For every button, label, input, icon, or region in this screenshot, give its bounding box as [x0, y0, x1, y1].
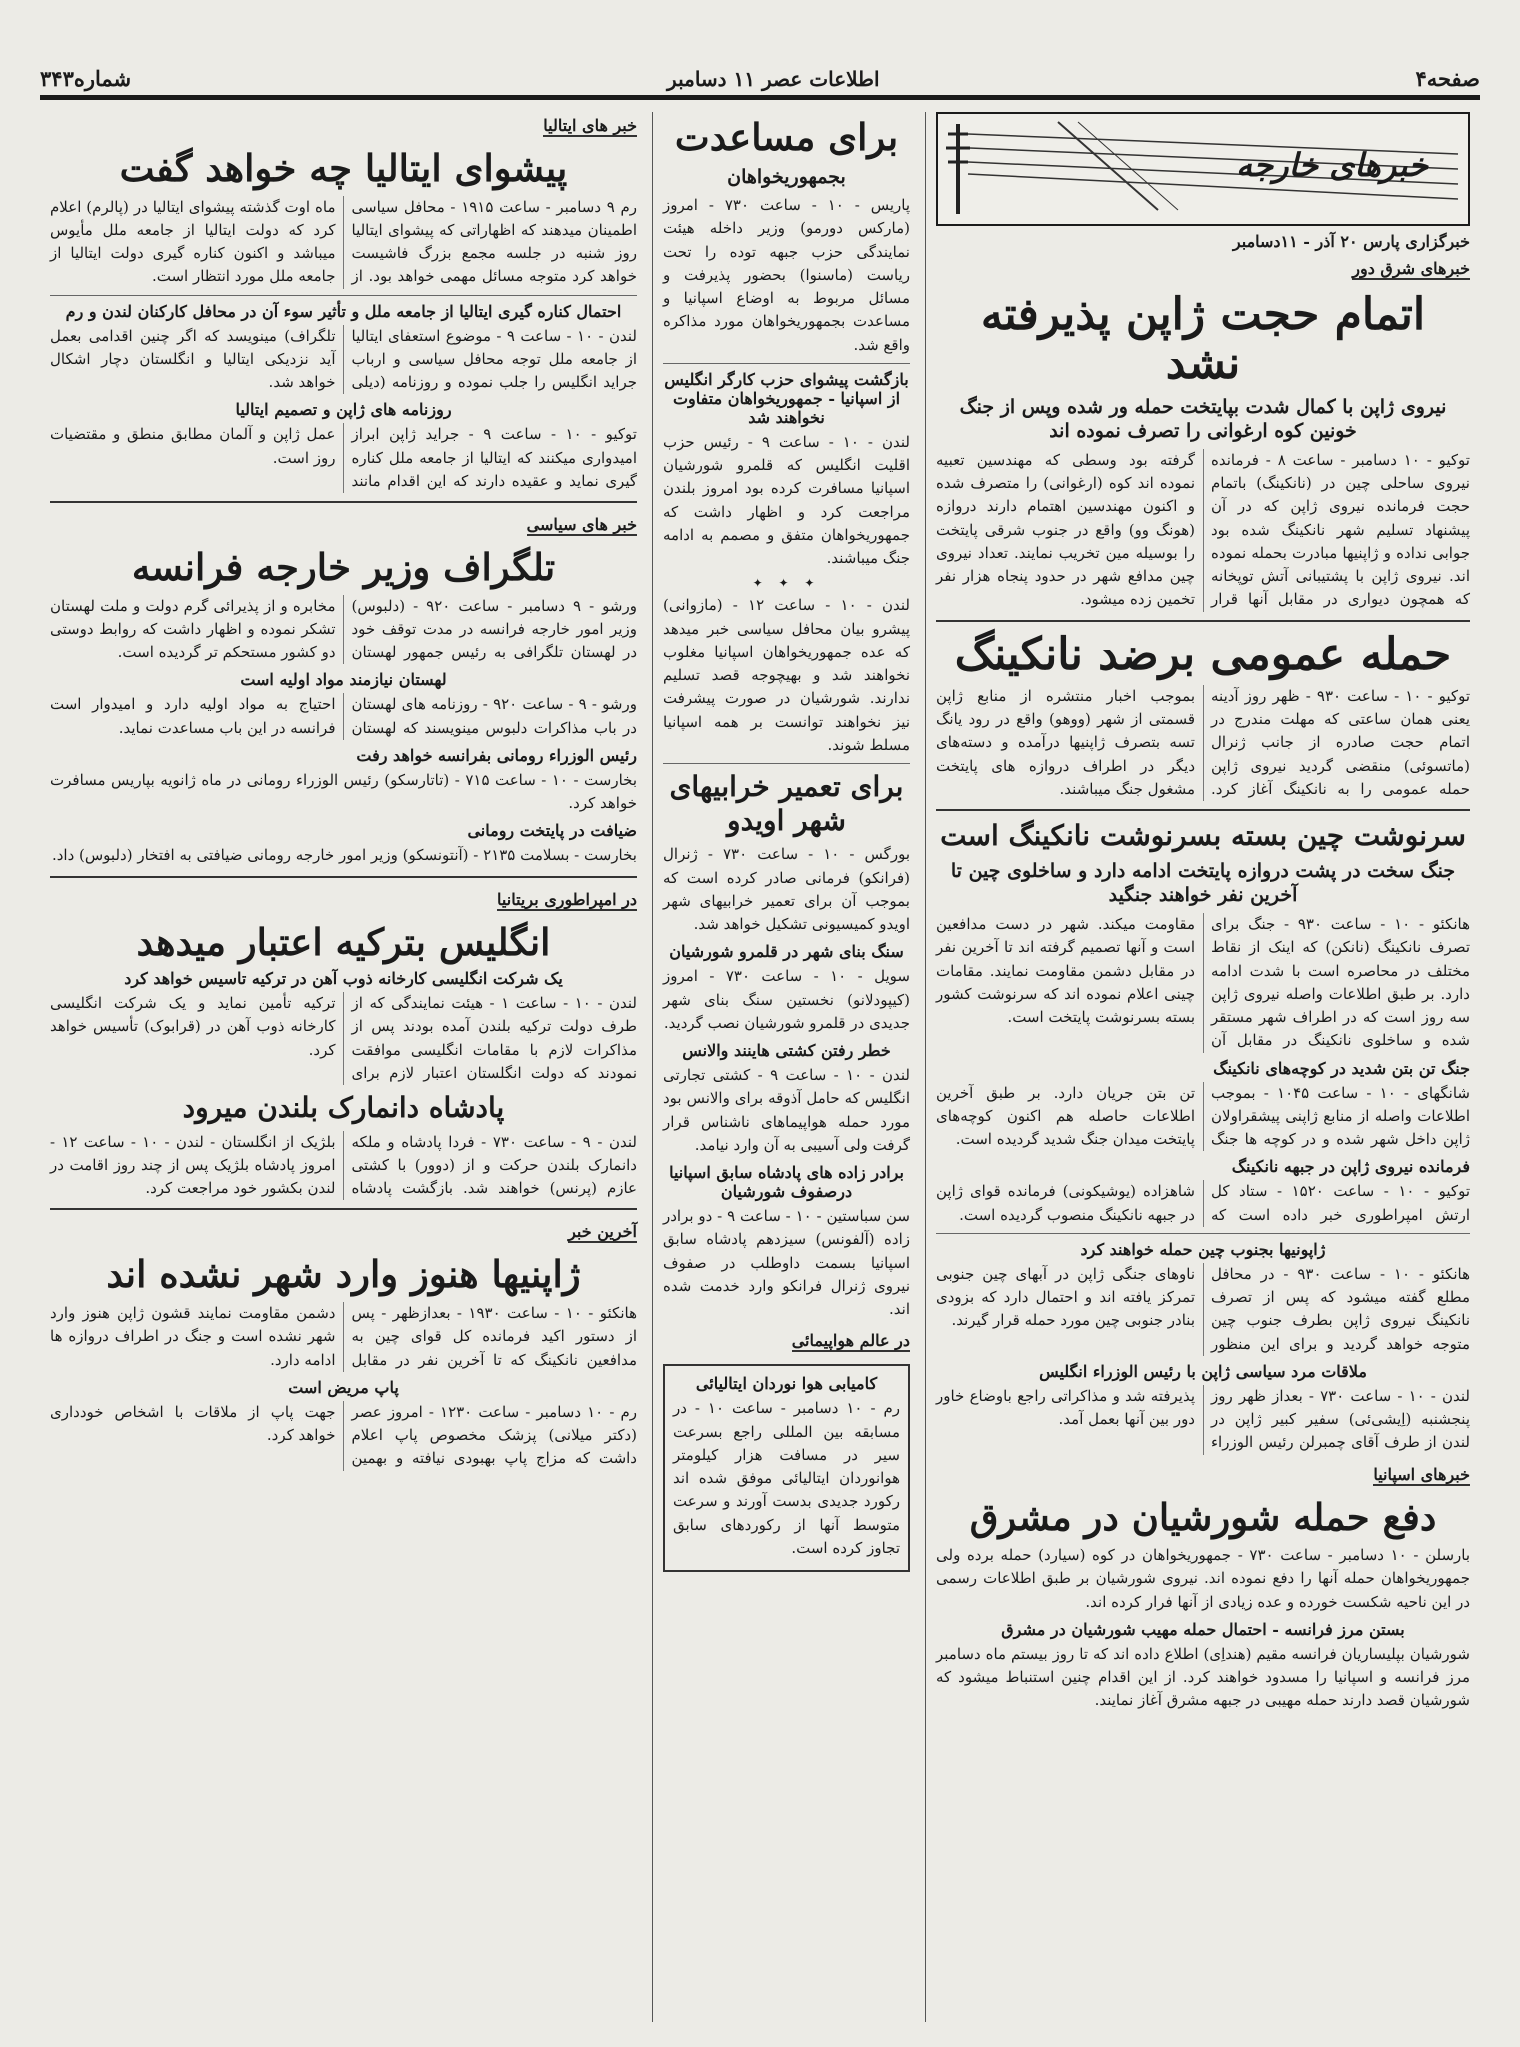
agency-line: خبرگزاری پارس ۲۰ آذر - ۱۱دسامبر	[1232, 232, 1470, 251]
subhead-foundation-stone: سنگ بنای شهر در قلمرو شورشیان	[669, 942, 904, 962]
article-nanking-attack: توکیو - ۱۰ - ساعت ۹۳۰ - ظهر روز آدینه یعنی همان ساعتی که مهلت مندرج در اتمام حجت صادره از جانب ژنرال (ماتسوئی) منقضی گردید نیروی ژاپن حمله عمومی را به نانکینگ آغاز کرد. بموجب اخبار منتشره از منابع ژاپن قسمتی از شهر (ووهو) واقع در رود یانگ تسه بتصرف ژاپنیها درآمده و دسته‌های دیگر در اطراف دروازه های پایتخت مشغول جنگ میباشند.	[936, 686, 1470, 798]
article-japan-press-italy: توکیو - ۱۰ - ساعت ۹ - جراید ژاپن ابراز امیدواری میکنند که ایتالیا از جامعه ملل کناره گیری نماید و عقیده دارند که این اقدام مانند عمل ژاپن و آلمان مطابق منطق و مقتضیات روز است.	[50, 425, 637, 490]
page-number: صفحه۴	[1415, 66, 1480, 91]
masthead	[40, 52, 1480, 100]
section-last-news: آخرین خبر	[568, 1222, 637, 1242]
headline-assistance: برای مساعدت	[674, 115, 899, 159]
headline-italy-leader: پیشوای ایتالیا چه خواهد گفت	[119, 146, 568, 190]
headline-italian-aviators: کامیابی هوا نوردان ایتالیائی	[695, 1374, 878, 1394]
newspaper-page	[40, 52, 1480, 2022]
subhead-french-border: بستن مرز فرانسه - احتمال حمله مهیب شورشیان در مشرق	[1001, 1619, 1405, 1639]
section-spain: خبرهای اسپانیا	[1373, 1464, 1470, 1484]
article-pope-ill: رم - ۱۰ دسامبر - ساعت ۱۲۳۰ - امروز عصر (دکتر میلانی) پزشک مخصوص پاپ اعلام داشت که مزاج پاپ بهبودی نیافته و بهمین جهت پاپ از ملاقات با اشخاص خودداری خواهد کرد.	[50, 1402, 637, 1468]
section-far-east: خبرهای شرق دور	[1352, 259, 1470, 278]
article-italy-leader: رم ۹ دسامبر - ساعت ۱۹۱۵ - محافل سیاسی اطمینان میدهند که اظهاراتی که پیشوای ایتالیا روز شنبه در جلسه مجمع بزرگ فاشیست خواهد کرد متوجه مسائل مهمی خواهد بود. از ماه اوت گذشته پیشوای ایتالیا در (پالرم) اعلام کرد که دولت ایتالیا از جامعه ملل مأیوس میباشد و اکنون کناره گیری دولت ایتالیا از جامعه ملل مورد انتظار است.	[50, 197, 637, 286]
article-japan-england-meeting: لندن - ۱۰ - ساعت ۷۳۰ - بعداز ظهر روز پنجشنبه (اِیشی‌ئی) سفیر کبیر ژاپن در لندن از طرف آقای چمبرلن رئیس الوزراء پذیرفته شد و مذاکراتی راجع باوضاع خاور دور بین آنها بعمل آمد.	[936, 1386, 1470, 1452]
article-danish-king: لندن - ۹ - ساعت ۷۳۰ - فردا پادشاه و ملکه دانمارک بلندن حرکت و از (دوور) با کشتی عازم (پرنس) خواهند شد. بازگشت پادشاه بلژیک از انگلستان - لندن - ۱۰ - ساعت ۱۲ - امروز پادشاه بلژیک پس از چند روز اقامت در لندن بکشور خود مراجعت کرد.	[50, 1132, 637, 1198]
subhead-steel-plant: یک شرکت انگلیسی کارخانه ذوب آهن در ترکیه تاسیس خواهد کرد	[124, 969, 563, 989]
subhead-republicans: بجمهوریخواهان	[727, 165, 846, 188]
article-bucharest-banquet: بخارست - بسلامت ۲۱۳۵ - (آنتونسکو) وزیر امور خارجه رومانی ضیافتی به افتخار (دلبوس) داد.	[51, 846, 637, 865]
column-spain-aviation: برای مساعدت بجمهوریخواهان پاریس - ۱۰ - ساعت ۷۳۰ - امروز (مارکس دورمو) وزیر داخله هیئت نمایندگی حزب جبهه توده را تحت ریاست (ماسنوا) بحضور پذیرفت و مسائل مربوط به اوضاع اسپانیا و مساعدت بجمهوریخواهان مورد مذاکره واقع شد. بازگشت پیشوای حزب کارگر انگلیس از اسپانیا - جمهوریخواهان متفاوت نخواهند شد لندن - ۱۰ - ساعت ۹ - رئیس حزب اقلیت انگلیس که قلمرو شورشیان اسپانیا مسافرت کرده بود امروز بلندن مراجعت کرد و اظهار داشت که جمهوریخواهان متفق و مصمم به ادامه جنگ میباشند. ✦ ✦ ✦ لندن - ۱۰ - ساعت ۱۲ - (مازوانی) پیشرو‌ بیان محافل سیاسی خبر میدهد که عده جمهوریخواهان اسپانیا مغلوب نخواهند شد و بهیچوجه قصد تسلیم ندارند. شورشیان در صورت پیشرفت نیز نخواهند توانست بر همه اسپانیا مسلط شوند. برای تعمیر خرابیهای شهر اویدو بورگس - ۱۰ - ساعت ۷۳۰ - ژنرال (فرانکو) فرمانی صادر کرده است که بموجب آن برای تعمیر خرابیهای شهر اویدو کمیسیونی تشکیل خواهد شد. سنگ بنای شهر در قلمرو شورشیان سویل - ۱۰ - ساعت ۷۳۰ - امروز (کیپودلانو) نخستین سنگ بنای شهر جدیدی در قلمرو شورشیان نصب گردید. خطر رفتن کشتی هاینند والانس لندن - ۱۰ - ساعت ۹ - کشتی تجارتی انگلیس که حامل آذوقه برای والانس بود مورد حمله هواپیماهای ناشناس قرار گرفت ولی آسیبی به آن وارد نیامد. برادر زاده های پادشاه سابق اسپانیا درصفوف شورشیان سن سباستین - ۱۰ - ساعت ۹ - دو برادر زاده (آلفونس) سیزدهم پادشاه سابق اسپانیا بسمت داوطلب در صفوف نیروی ژنرال فرانکو وارد خدمت شده اند. در عالم هواپیمائی کامیابی هوا نوردان ایتالیائی رم - ۱۰ دسامبر - ساعت ۱۰ - در مسابقه بین المللی راجع بسرعت سیر در مسافت هزار کیلومتر هوانوردان ایتالیائی موفق شده اند رکورد جدیدی بدست آورند و سرعت متوسط آنها از رکوردهای سابق تجاوز کرده است.	[652, 112, 920, 2022]
paper-title-date: اطلاعات عصر ۱۱ دسامبر	[667, 67, 880, 91]
subhead-china-fate: جنگ سخت در پشت دروازه پایتخت ادامه دارد و ساخلوی چین تا آخرین نفر خواهند جنگید	[950, 859, 1456, 907]
article-oviedo: بورگس - ۱۰ - ساعت ۷۳۰ - ژنرال (فرانکو) فرمانی صادر کرده است که بموجب آن برای تعمیر خرابیهای شهر اویدو کمیسیونی تشکیل خواهد شد.	[663, 845, 910, 934]
subhead-romania-pm: رئیس الوزراء رومانی بفرانسه خواهد رفت	[356, 745, 637, 765]
article-labour-leader: لندن - ۱۰ - ساعت ۹ - رئیس حزب اقلیت انگلیس که قلمرو شورشیان اسپانیا مسافرت کرده بود امروز بلندن مراجعت کرد و اظهار داشت که جمهوریخواهان متفق و مصمم به ادامه جنگ میباشند.	[663, 432, 910, 568]
column-europe-news	[40, 112, 647, 2022]
article-south-china: هانکئو - ۱۰ - ساعت ۹۳۰ - در محافل مطلع گفته میشود که پس از تصرف نانکینگ نیروی ژاپن بطرف جنوب چین متوجه خواهد گردید و برای این منظور ناوهای جنگی ژاپن در آبهای چین جنوبی تمرکز یافته اند و احتمال دارد که بزودی بنادر جنوبی چین مورد حمله قرار گیرند.	[936, 1264, 1470, 1353]
article-league-withdrawal: لندن - ۱۰ - ساعت ۹ - موضوع استعفای ایتالیا از جامعه ملل توجه محافل سیاسی و ارباب جراید انگلیس را جلب نموده و روزنامه (دیلی تلگراف) مینویسد که اگر چنین اقدامی بعمل آید نزدیکی ایتالیا و انگلستان دچار اشکال خواهد شد.	[50, 326, 637, 392]
headline-china-fate: سرنوشت چین بسته بسرنوشت نانکینگ است	[940, 819, 1466, 853]
subhead-japan-press-italy: روزنامه های ژاپن و تصمیم ایتالیا	[235, 400, 452, 420]
article-japanese-not-entered: هانکئو - ۱۰ - ساعت ۱۹۳۰ - بعدازظهر - پس از دستور اکید فرمانده کل قوای چین به مدافعین نانکینگ که تا آخرین نفر در مقابل دشمن مقاومت نمایند قشون ژاپن هنوز وارد شهر نشده است و جنگ در اطراف دروازه ها ادامه دارد.	[50, 1304, 637, 1369]
subhead-labour-leader: بازگشت پیشوای حزب کارگر انگلیس از اسپانیا - جمهوریخواهان متفاوت نخواهند شد	[664, 369, 909, 427]
foreign-news-banner	[936, 112, 1470, 226]
subhead-pope-ill: پاپ مریض است	[288, 1377, 399, 1397]
subhead-poland-materials: لهستان نیازمند مواد اولیه است	[240, 670, 447, 690]
column-foreign-news	[925, 112, 1480, 2022]
article-street-fighting: شانگهای - ۱۰ - ساعت ۱۰۴۵ - بموجب اطلاعات واصله از منابع ژاپنی پیشقراولان ژاپن داخل شهر شده و در کوچه ها جنگ تن بتن جریان دارد. بر طبق آخرین اطلاعات حاصله هم اکنون کوچه‌های پایتخت میدان جنگ شدید گردیده است.	[936, 1083, 1470, 1149]
article-repel-rebels: بارسلن - ۱۰ دسامبر - ساعت ۷۳۰ - جمهوریخواهان در کوه (سیارد) حمله برده ولی جمهوریخواهان حمله آنها را دفع نموده اند. نیروی شورشیان بر طبق اطلاعات رسمی در این ناحیه شکست خورده و عده زیادی از آنها فرار کرده اند.	[936, 1546, 1471, 1611]
article-japan-ultimatum: توکیو - ۱۰ دسامبر - ساعت ۸ - فرمانده نیروی ساحلی چین در (نانکینگ) باتمام حجت فرمانده نیروی ژاپن که در آن پیشنهاد تسلیم شهر نانکینگ شده بود جوابی نداده و ژاپنیها مبادرت بحمله نموده اند. نیروی ژاپن با پشتیبانی آتش توپخانه که همچون دیواری در مقابل آنها قرار گرفته بود وسطی که مهندسین تعبیه نموده اند کوه (ارغوانی) را متصرف شده و اکنون مهندسین اهتمام دارند دروازه (هونگ وو) واقع در جنوب شرقی پایتخت را بوسیله مین تخریب نمایند. تعداد نیروی چین مدافع شهر در حدود پنجاه هزار نفر تخمین زده میشود.	[936, 450, 1470, 609]
article-french-border: شورشیان بپلیساریان فرانسه مقیم (هنداِی) اطلاع داده اند که تا روز بیستم ماه دسامبر مرز فرانسه و اسپانیا را مسدود خواهند کرد. از این اقدام چنین استنباط میشود که شورشیان قصد دارند حمله مهیبی در جبهه مشرق آغاز نمایند.	[936, 1644, 1470, 1710]
article-italian-aviators: رم - ۱۰ دسامبر - ساعت ۱۰ - در مسابقه بین المللی راجع بسرعت سیر در مسافت هزار کیلومتر هوانوردان ایتالیائی موفق شده اند رکورد جدیدی بدست آورند و سرعت متوسط آنها از رکوردهای سابق تجاوز کرده است.	[673, 1399, 900, 1557]
article-foundation-stone: سویل - ۱۰ - ساعت ۷۳۰ - امروز (کیپودلانو) نخستین سنگ بنای شهر جدیدی در قلمرو شورشیان نصب گردید.	[663, 967, 910, 1032]
article-england-turkey: لندن - ۱۰ - ساعت ۱ - هیئت نمایندگی که از طرف دولت ترکیه بلندن آمده بودند پس از مذاکرات لازم با مقامات انگلیسی موافقت نمودند که دولت انگلستان اعتبار لازم برای ترکیه تأمین نماید و یک شرکت انگلیسی کارخانه ذوب آهن در (قرابوک) تأسیس خواهد کرد.	[50, 994, 637, 1082]
headline-japanese-not-entered: ژاپنیها هنوز وارد شهر نشده اند	[106, 1252, 581, 1297]
subhead-japan-commander: فرمانده نیروی ژاپن در جبهه نانکینگ	[1231, 1157, 1470, 1177]
headline-oviedo: برای تعمیر خرابیهای شهر اویدو	[669, 770, 904, 837]
subhead-ship-valencia: خطر رفتن کشتی هاینند والانس	[682, 1041, 891, 1061]
article-china-fate: هانکئو - ۱۰ - ساعت ۹۳۰ - جنگ برای تصرف نانکینگ (نانکن) که اینک از نقاط مختلف در محاصره است با شدت ادامه دارد. بر طبق اطلاعات واصله نیروی ژاپن سه روز است که در اطراف شهر مستقر شده و ساخلوی نانکینگ در مقابل آن مقاومت میکند. شهر در دست مدافعین است و آنها تصمیم گرفته اند تا آخرین نفر در مقابل دشمن مقاومت نمایند. مقامات چینی اعلام نموده اند که سرنوشت کشور بسته بسرنوشت پایتخت است.	[936, 915, 1470, 1050]
article-ship-valencia: لندن - ۱۰ - ساعت ۹ - کشتی تجارتی انگلیس که حامل آذوقه برای والانس بود مورد حمله هواپیماهای ناشناس قرار گرفت ولی آسیبی به آن وارد نیامد.	[663, 1066, 910, 1154]
article-romania-pm: بخارست - ۱۰ - ساعت ۷۱۵ - (تاتارسکو) رئیس الوزراء رومانی در ماه ژانویه بپاریس مسافرت خواهد کرد.	[50, 770, 637, 813]
subhead-japan-ultimatum: نیروی ژاپن با کمال شدت بپایتخت حمله ور شده وپس از جنگ خونین کوه ارغوانی را تصرف نموده اند	[959, 395, 1447, 443]
section-politics: خبر های سیاسی	[526, 515, 637, 535]
headline-french-fm-telegram: تلگراف وزیر خارجه فرانسه	[131, 545, 556, 590]
subhead-japan-england-meeting: ملاقات مرد سیاسی ژاپن با رئیس الوزراء انگلیس	[1039, 1361, 1367, 1381]
banner-title: خبرهای خارجه	[1236, 146, 1428, 184]
headline-england-turkey: انگلیس بترکیه اعتبار میدهد	[136, 919, 551, 964]
issue-number: شماره۳۴۳	[40, 66, 132, 91]
article-mazwani: لندن - ۱۰ - ساعت ۱۲ - (مازوانی) پیشرو‌ بیان محافل سیاسی خبر میدهد که عده جمهوریخواهان اسپانیا مغلوب نخواهند شد و بهیچوجه قصد تسلیم ندارند. شورشیان در صورت پیشرفت نیز نخواهند توانست بر همه اسپانیا مسلط شوند.	[663, 596, 911, 754]
headline-nanking-attack: حمله عمومی برضد نانکینگ	[954, 628, 1452, 680]
article-poland-materials: ورشو - ۹ - ساعت ۹۲۰ - روزنامه های لهستان در باب مذاکرات دلبوس مینویسند که لهستان احتیاج به مواد اولیه دارد و امیدوار است فرانسه در این باب مساعدت نماید.	[50, 695, 637, 737]
subhead-king-nephews: برادر زاده های پادشاه سابق اسپانیا درصفوف شورشیان	[669, 1163, 904, 1202]
subhead-south-china: ژاپونیها بجنوب چین حمله خواهند کرد	[1080, 1239, 1326, 1259]
headline-japan-ultimatum: اتمام حجت ژاپن پذیرفته نشد	[980, 289, 1426, 390]
subhead-bucharest-banquet: ضیافت در پایتخت رومانی	[467, 821, 637, 841]
section-britain: در امپراطوری بریتانیا	[497, 889, 637, 909]
section-aviation: در عالم هواپیمائی	[791, 1331, 910, 1351]
subhead-league-withdrawal: احتمال کناره گیری ایتالیا از جامعه ملل و تأثیر سوء آن در محافل کارکنان لندن و رم	[65, 301, 622, 321]
article-japan-commander: توکیو - ۱۰ - ساعت ۱۵۲۰ - ستاد کل ارتش امپراطوری خبر داده است که شاهزاده (یوشیکونی) فرمانده قوای ژاپن در جبهه نانکینگ منصوب گردیده است.	[936, 1182, 1470, 1224]
section-italy: خبر های ایتالیا	[543, 116, 637, 135]
article-french-fm-telegram: ورشو - ۹ دسامبر - ساعت ۹۲۰ - (دلبوس) وزیر امور خارجه فرانسه در مدت توقف خود در لهستان تلگرافی به رئیس جمهور لهستان مخابره و از پذیرائی گرم دولت و ملت لهستان تشکر نموده و اظهار داشت که روابط دوستی دو کشور مستحکم تر گردیده است.	[50, 596, 637, 662]
article-king-nephews: سن سباستین - ۱۰ - ساعت ۹ - دو برادر زاده (آلفونس) سیزدهم پادشاه سابق اسپانیا بسمت داوطلب در صفوف نیروی ژنرال فرانکو وارد خدمت شده اند.	[663, 1207, 910, 1319]
subhead-street-fighting: جنگ تن بتن شدید در کوچه‌های نانکینگ	[1213, 1058, 1470, 1078]
headline-danish-king: پادشاه دانمارک بلندن میرود	[182, 1091, 505, 1125]
article-assistance: پاریس - ۱۰ - ساعت ۷۳۰ - امروز (مارکس دورمو) وزیر داخله هیئت نمایندگی حزب جبهه توده را تحت ریاست (ماسنوا) بحضور پذیرفت و مسائل مربوط به اوضاع اسپانیا و مساعدت بجمهوریخواهان مورد مذاکره واقع شد.	[663, 196, 910, 354]
headline-repel-rebels: دفع حمله شورشیان در مشرق	[969, 1494, 1437, 1539]
